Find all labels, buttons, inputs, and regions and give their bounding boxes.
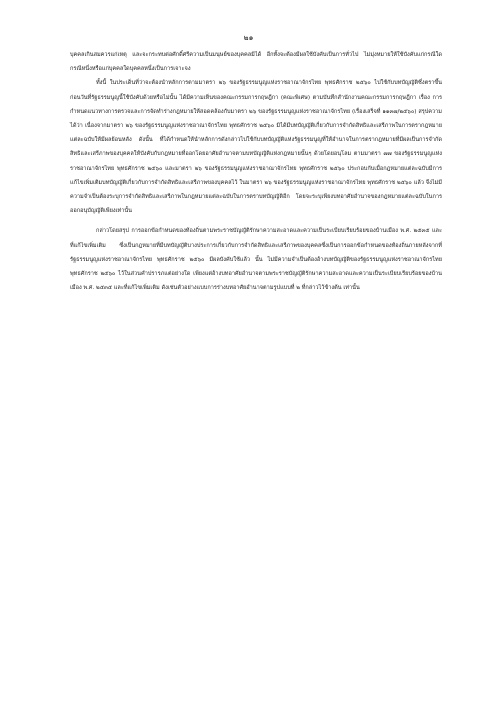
document-body [70, 48, 442, 295]
paragraph-summary: กล่าวโดยสรุป การออกข้อกำหนดของท้องถิ่นตามพระราชบัญญัติรักษาความสะอาดและความเป็นระเบียบเรียบร้อยของบ้านเมือง พ.ศ. ๒๕๓๕ และที่แก้ไขเพิ่มเติม ซึ่งเป็นกฎหมายที่มีบทบัญญัติบางประการเกี่ยวกับการจำกัดสิทธิและเสรีภาพของบุคคลซึ่งเป็นการออกข้อกำหนดของท้องถิ่นภายหลังจากที่รัฐธรรมนูญแห่งราชอาณาจักรไทย พุทธศักราช ๒๕๖๐ มีผลบังคับใช้แล้ว นั้น ไม่มีความจำเป็นต้องอ้างบทบัญญัติของรัฐธรรมนูญแห่งราชอาณาจักรไทย พุทธศักราช ๒๕๖๐ ไว้ในส่วนคำปรารภแต่อย่างใด เพียงแต่อ้างบทอาศัยอำนาจตามพระราชบัญญัติรักษาความสะอาดและความเป็นระเบียบเรียบร้อยของบ้านเมือง พ.ศ. ๒๕๓๕ และที่แก้ไขเพิ่มเติม ดังเช่นตัวอย่างแบบการร่างบทอาศัยอำนาจตามรูปแบบที่ ๒ ที่กล่าวไว้ข้างต้น เท่านั้น [70, 228, 442, 292]
paragraph-constitution-section-26: ทั้งนี้ ในประเด็นที่ว่าจะต้องนำหลักการตามมาตรา ๒๖ ของรัฐธรรมนูญแห่งราชอาณาจักรไทย พุทธศักราช ๒๕๖๐ ไปใช้กับบทบัญญัติซึ่งตราขึ้นก่อนวันที่รัฐธรรมนูญนี้ใช้บังคับด้วยหรือไม่นั้น ได้มีความเห็นของคณะกรรมการกฤษฎีกา (คณะพิเศษ) ตามบันทึกสำนักงานคณะกรรมการกฤษฎีกา เรื่อง การกำหนดแนวทางการตรวจและการจัดทำร่างกฎหมายให้สอดคล้องกับมาตรา ๒๖ ของรัฐธรรมนูญแห่งราชอาณาจักรไทย (เรื่องเสร็จที่ ๑๑๓๗/๒๕๖๐) สรุปความได้ว่า เนื่องจากมาตรา ๒๖ ของรัฐธรรมนูญแห่งราชอาณาจักรไทย พุทธศักราช ๒๕๖๐ มิได้มีบทบัญญัติเกี่ยวกับการจำกัดสิทธิและเสรีภาพในการตรากฎหมายแต่ละฉบับให้มีผลย้อนหลัง ดังนั้น ที่ได้กำหนดให้นำหลักการดังกล่าวไปใช้กับบทบัญญัติแห่งรัฐธรรมนูญที่ให้อำนาจในการตรากฎหมายที่มีผลเป็นการจำกัดสิทธิและเสรีภาพของบุคคลให้บังคับกับกฎหมายที่ออกโดยอาศัยอำนาจตามบทบัญญัติแห่งกฎหมายนั้นๆ ด้วยโดยอนุโลม ตามมาตรา ๗๗ ของรัฐธรรมนูญแห่งราชอาณาจักรไทย พุทธศักราช ๒๕๖๐ และมาตรา ๒๖ ของรัฐธรรมนูญแห่งราชอาณาจักรไทย พุทธศักราช ๒๕๖๐ ประกอบกับเมื่อกฎหมายแต่ละฉบับมีการแก้ไขเพิ่มเติมบทบัญญัติเกี่ยวกับการจำกัดสิทธิและเสรีภาพของบุคคลไว้ ในมาตรา ๒๖ ของรัฐธรรมนูญแห่งราชอาณาจักรไทย พุทธศักราช ๒๕๖๐ แล้ว จึงไม่มีความจำเป็นต้องระบุการจำกัดสิทธิและเสรีภาพในกฎหมายแต่ละฉบับในการตราบทบัญญัติอีก โดยจะระบุเพียงบทอาศัยอำนาจของกฎหมายแต่ละฉบับในการออกอนุบัญญัติเพียงเท่านั้น [70, 80, 442, 215]
page-number: ๒๑ [243, 33, 254, 42]
paragraph-continuation: บุคคลเกินสมควรแก่เหตุ และจะกระทบต่อศักดิ์ศรีความเป็นมนุษย์ของบุคคลมิได้ อีกทั้งจะต้องมีผลใช้บังคับเป็นการทั่วไป ไม่มุ่งหมายให้ใช้บังคับแก่กรณีใดกรณีหนึ่งหรือแก่บุคคลใดบุคคลหนึ่งเป็นการเจาะจง [70, 52, 442, 73]
